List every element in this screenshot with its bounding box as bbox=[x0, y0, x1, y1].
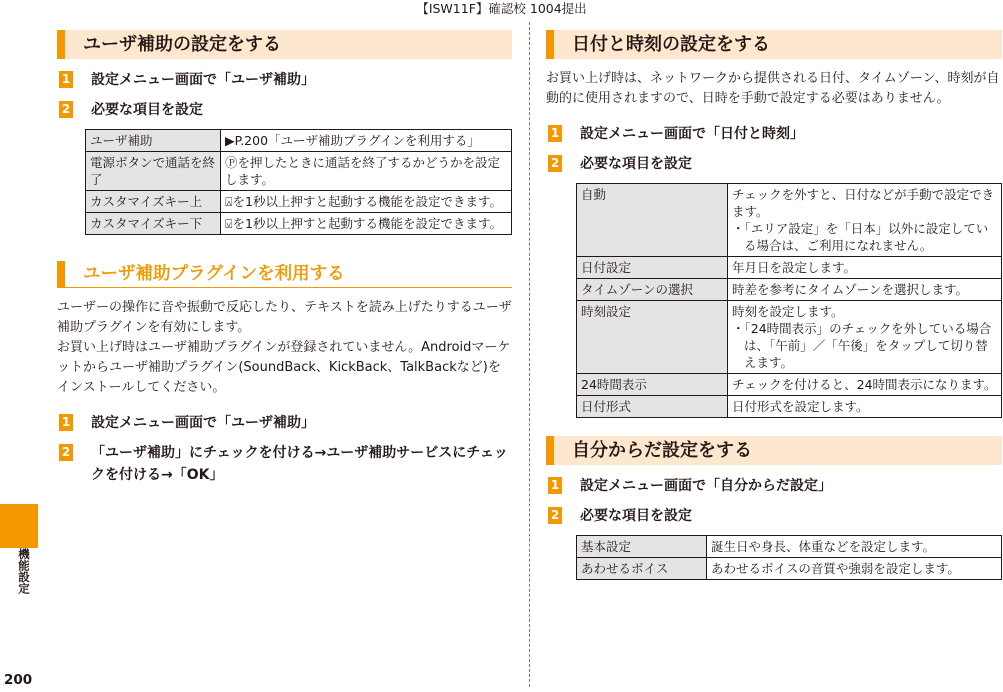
step-text: 設定メニュー画面で「日付と時刻」 bbox=[580, 126, 804, 142]
step-number: 2 bbox=[548, 155, 562, 172]
step-text: 設定メニュー画面で「自分からだ設定」 bbox=[580, 478, 832, 494]
step-text: 必要な項目を設定 bbox=[580, 156, 692, 172]
setting-desc bbox=[728, 184, 1002, 257]
step-number: 1 bbox=[59, 71, 73, 88]
setting-name: 電源ボタンで通話を終了 bbox=[86, 152, 221, 191]
setting-note: ・「エリア設定」を「日本」以外に設定している場合は、ご利用になれません。 bbox=[732, 221, 989, 253]
table-row bbox=[577, 301, 1002, 374]
setting-name: カスタマイズキー下 bbox=[86, 213, 221, 235]
setting-desc bbox=[728, 301, 1002, 374]
setting-desc: 年月日を設定します。 bbox=[728, 257, 1002, 279]
step-number: 1 bbox=[59, 414, 73, 431]
setting-desc: 誕生日や身長、体重などを設定します。 bbox=[707, 536, 1002, 558]
step-number: 2 bbox=[59, 444, 73, 461]
chapter-tab bbox=[0, 504, 38, 548]
table-row bbox=[577, 558, 1002, 580]
date-time-description: お買い上げ時は、ネットワークから提供される日付、タイムゾーン、時刻が自動的に使用されますので、日時を手動で設定する必要はありません。 bbox=[546, 71, 1000, 106]
paragraph: お買い上げ時はユーザ補助プラグインが登録されていません。Androidマーケットからユーザ補助プラグイン(SoundBack、KickBack、TalkBackなど)をインストールしてください。 bbox=[57, 340, 511, 395]
step-text: 「ユーザ補助」にチェックを付ける→ユーザ補助サービスにチェックを付ける→「OK」 bbox=[91, 445, 508, 483]
setting-note: ・「24時間表示」のチェックを外している場合は、「午前」／「午後」をタップして切り替えます。 bbox=[732, 321, 992, 370]
setting-name: 24時間表示 bbox=[577, 374, 728, 396]
date-time-settings-table bbox=[576, 183, 1002, 418]
right-column bbox=[546, 30, 1002, 580]
table-row bbox=[86, 130, 512, 152]
step-text: 必要な項目を設定 bbox=[580, 508, 692, 524]
page-header: 【ISW11F】確認校 1004提出 bbox=[416, 1, 587, 16]
table-row bbox=[577, 536, 1002, 558]
setting-name: カスタマイズキー上 bbox=[86, 191, 221, 213]
table-row bbox=[577, 184, 1002, 257]
setting-desc: ⍌を1秒以上押すと起動する機能を設定できます。 bbox=[221, 213, 512, 235]
step-text: 必要な項目を設定 bbox=[91, 102, 203, 118]
step-number: 1 bbox=[548, 477, 562, 494]
step-number: 1 bbox=[548, 125, 562, 142]
step-text: 設定メニュー画面で「ユーザ補助」 bbox=[91, 72, 315, 88]
setting-desc: あわせるボイスの音質や強弱を設定します。 bbox=[707, 558, 1002, 580]
body-settings-table bbox=[576, 535, 1002, 580]
step-2 bbox=[57, 99, 512, 121]
setting-name: タイムゾーンの選択 bbox=[577, 279, 728, 301]
step-1 bbox=[57, 412, 512, 434]
left-column bbox=[57, 30, 512, 494]
section-title-plugin: ユーザ補助プラグインを利用する bbox=[57, 261, 512, 288]
setting-desc: ▶P.200「ユーザ補助プラグインを利用する」 bbox=[221, 130, 512, 152]
table-row bbox=[577, 396, 1002, 418]
setting-name: 日付設定 bbox=[577, 257, 728, 279]
setting-desc: 時差を参考にタイムゾーンを選択します。 bbox=[728, 279, 1002, 301]
table-row bbox=[577, 279, 1002, 301]
step-2 bbox=[546, 505, 1002, 527]
step-text: 設定メニュー画面で「ユーザ補助」 bbox=[91, 415, 315, 431]
step-number: 2 bbox=[59, 101, 73, 118]
table-row bbox=[577, 374, 1002, 396]
section-title-body-settings: 自分からだ設定をする bbox=[546, 436, 1002, 465]
setting-name: 時刻設定 bbox=[577, 301, 728, 374]
page-number: 200 bbox=[4, 672, 33, 688]
step-number: 2 bbox=[548, 507, 562, 524]
step-1 bbox=[546, 475, 1002, 497]
section-title-date-time: 日付と時刻の設定をする bbox=[546, 30, 1002, 59]
setting-desc: ⍓を1秒以上押すと起動する機能を設定できます。 bbox=[221, 191, 512, 213]
setting-name: 基本設定 bbox=[577, 536, 707, 558]
table-row bbox=[577, 257, 1002, 279]
table-row bbox=[86, 152, 512, 191]
plugin-description bbox=[57, 298, 512, 398]
step-2 bbox=[546, 153, 1002, 175]
setting-desc: 日付形式を設定します。 bbox=[728, 396, 1002, 418]
table-row bbox=[86, 213, 512, 235]
setting-name: 自動 bbox=[577, 184, 728, 257]
setting-name: あわせるボイス bbox=[577, 558, 707, 580]
step-1 bbox=[57, 69, 512, 91]
setting-text: チェックを外すと、日付などが手動で設定できます。 bbox=[732, 187, 995, 219]
table-row bbox=[86, 191, 512, 213]
setting-desc: Ⓟを押したときに通話を終了するかどうかを設定します。 bbox=[221, 152, 512, 191]
column-divider bbox=[529, 22, 530, 687]
accessibility-settings-table bbox=[85, 129, 512, 235]
step-2 bbox=[57, 442, 512, 486]
setting-text: 時刻を設定します。 bbox=[732, 304, 844, 319]
setting-desc: チェックを付けると、24時間表示になります。 bbox=[728, 374, 1002, 396]
setting-name: ユーザ補助 bbox=[86, 130, 221, 152]
chapter-label: 機能設定 bbox=[17, 548, 31, 594]
setting-name: 日付形式 bbox=[577, 396, 728, 418]
step-1 bbox=[546, 123, 1002, 145]
section-title-accessibility: ユーザ補助の設定をする bbox=[57, 30, 512, 59]
paragraph: ユーザーの操作に音や振動で反応したり、テキストを読み上げたりするユーザ補助プラグインを有効にします。 bbox=[57, 300, 512, 335]
